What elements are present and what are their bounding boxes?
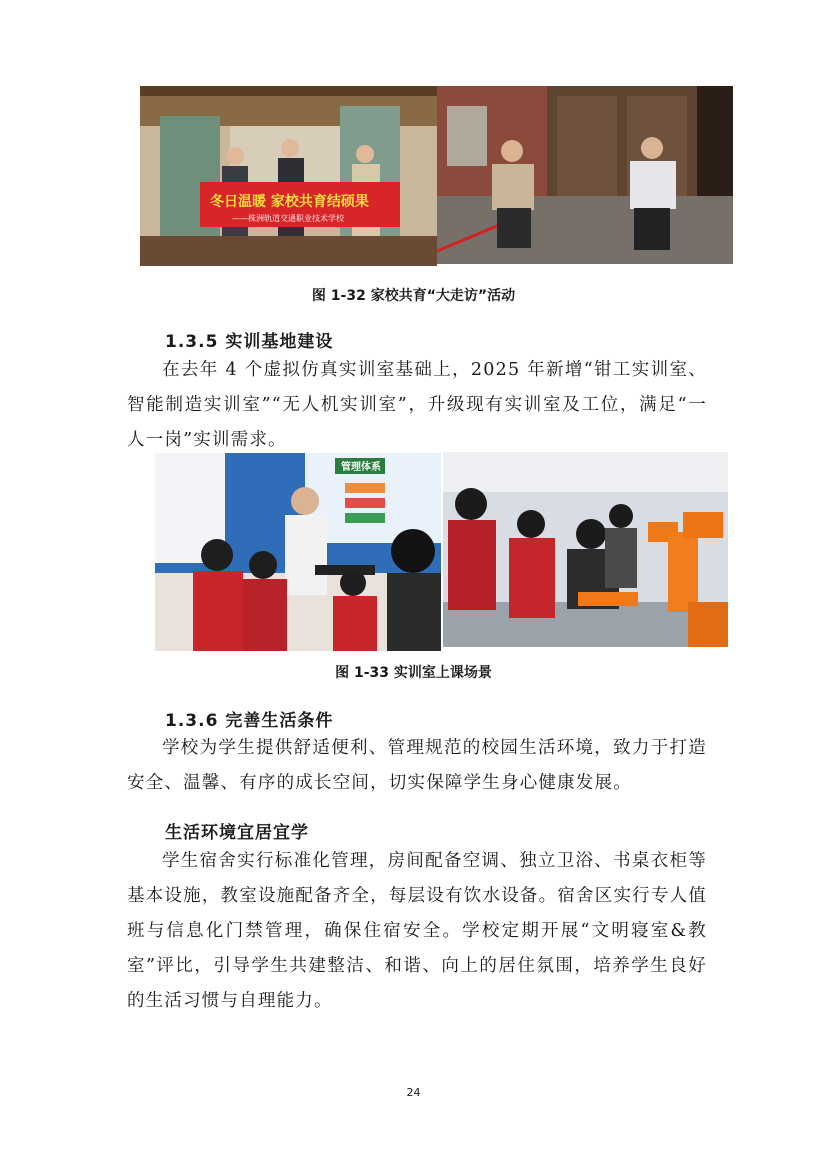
section-paragraph-1-3-5: 在去年 4 个虚拟仿真实训室基础上，2025 年新增“钳工实训室、智能制造实训室”“无人机实训室”，升级现有实训室及工位，满足“一人一岗”实训需求。 — [127, 360, 707, 450]
figure-caption-1-32: 图 1-32 家校共育“大走访”活动 — [311, 288, 516, 304]
photo-drone-classroom — [155, 453, 441, 651]
page-number: 24 — [406, 1086, 421, 1099]
section-heading-1-3-5: 1.3.5 实训基地建设 — [165, 332, 334, 352]
subsection-heading-living: 生活环境宜居宜学 — [165, 823, 309, 843]
subsection-paragraph-living: 学生宿舍实行标准化管理，房间配备空调、独立卫浴、书桌衣柜等基本设施，教室设施配备齐全，每层设有饮水设备。宿舍区实行专人值班与信息化门禁管理，确保住宿安全。学校定期开展“文明寝室&教室”评比，引导学生共建整洁、和谐、向上的居住氛围，培养学生良好的生活习惯与自理能力。 — [127, 851, 707, 1011]
photo-home-visit-banner — [140, 86, 437, 266]
board-text: 管理体系 — [341, 462, 381, 473]
banner-text: 冬日温暖 家校共育结硕果 — [210, 194, 369, 210]
photo-robot-arm-lab — [443, 452, 728, 647]
section-paragraph-1-3-6: 学校为学生提供舒适便利、管理规范的校园生活环境，致力于打造安全、温馨、有序的成长空间，切实保障学生身心健康发展。 — [127, 738, 707, 793]
section-heading-1-3-6: 1.3.6 完善生活条件 — [165, 711, 334, 731]
photo-home-visit-talk — [437, 86, 733, 264]
banner-subtext: ——株洲轨道交通职业技术学校 — [232, 214, 344, 223]
figure-caption-1-33: 图 1-33 实训室上课场景 — [335, 665, 492, 681]
